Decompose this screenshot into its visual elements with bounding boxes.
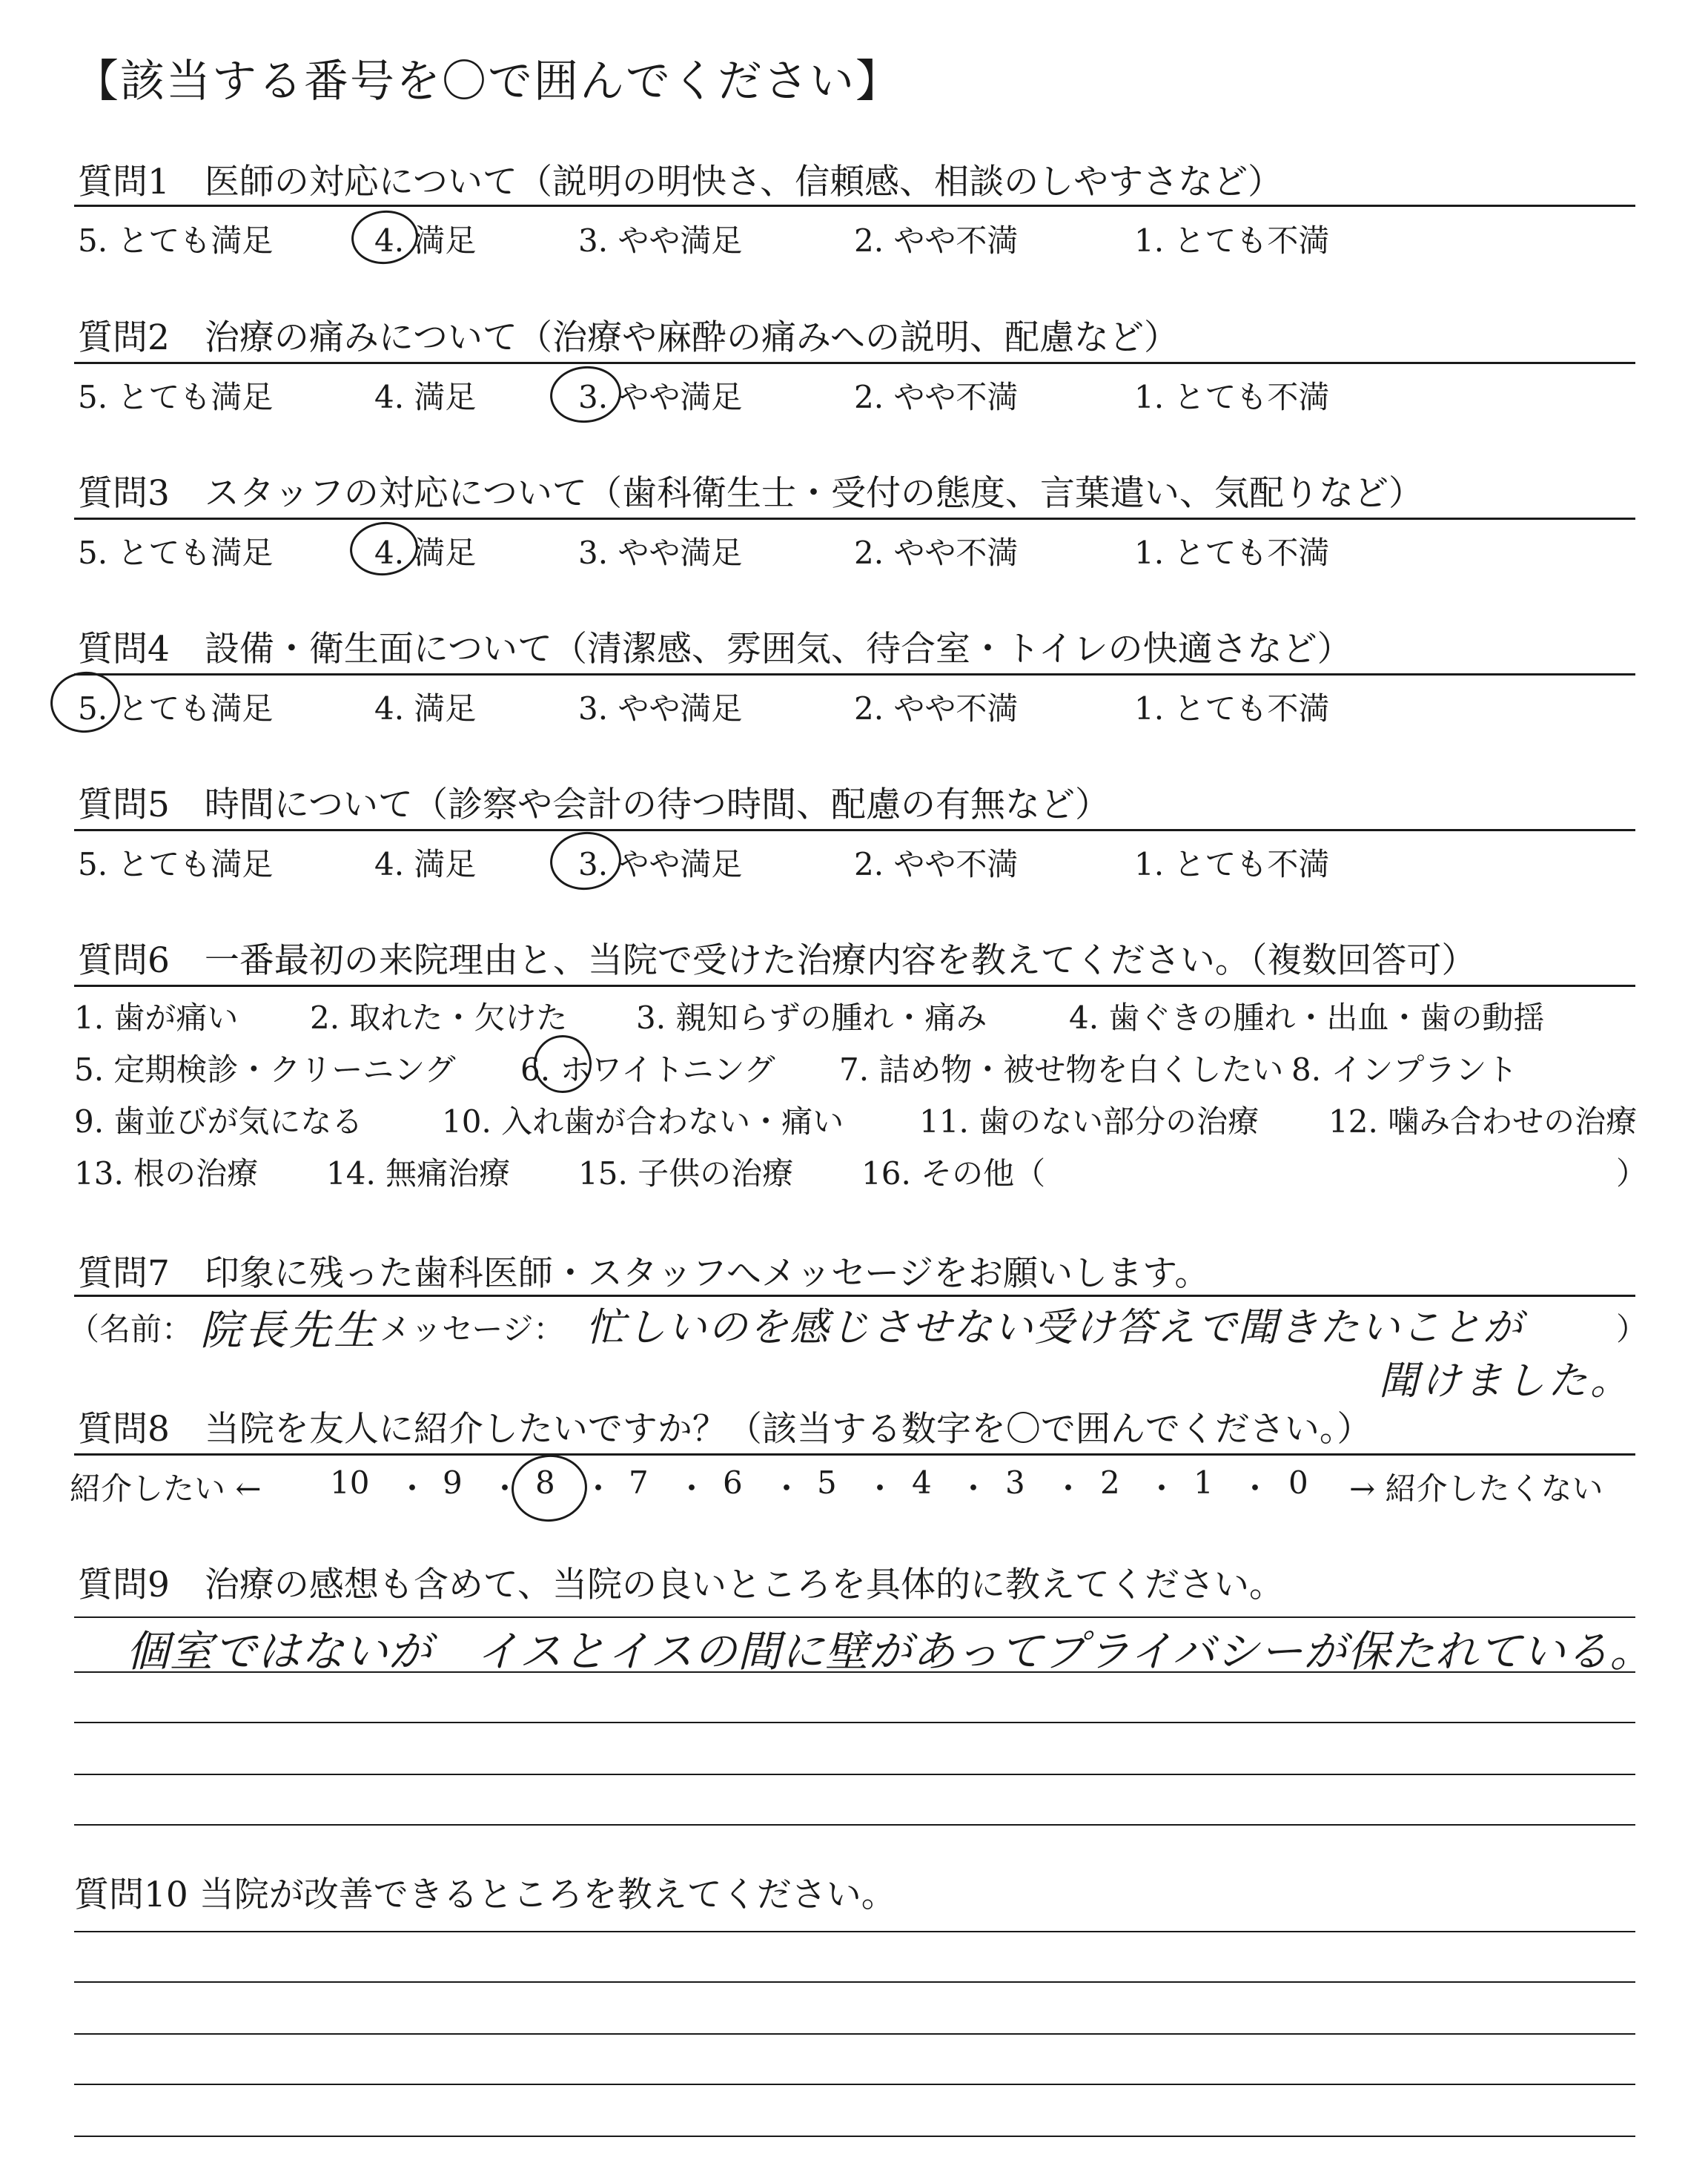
q8-separator: ・	[489, 1470, 521, 1507]
question-9-title: 質問9 治療の感想も含めて、当院の良いところを具体的に教えてください。	[78, 1565, 1284, 1605]
q6-option-14[interactable]: 14. 無痛治療	[326, 1155, 511, 1192]
q8-scale-7[interactable]: 7	[629, 1464, 649, 1501]
q4-option-1[interactable]: 1. とても不満	[1134, 690, 1330, 727]
q9-answer-handwriting: 個室ではないが イスとイスの間に壁があってプライバシーが保たれている。	[126, 1626, 1654, 1677]
q5-option-2[interactable]: 2. やや不満	[854, 846, 1019, 882]
q8-scale-8[interactable]: 8	[535, 1464, 555, 1501]
q10-line	[74, 2136, 1635, 2137]
q6-other-close-paren: ）	[1616, 1155, 1648, 1192]
q4-option-3[interactable]: 3. やや満足	[578, 690, 743, 727]
q3-option-4[interactable]: 4. 満足	[374, 535, 477, 571]
q8-separator: ・	[583, 1470, 615, 1507]
q3-option-2[interactable]: 2. やや不満	[854, 535, 1019, 571]
q5-option-5[interactable]: 5. とても満足	[78, 846, 274, 882]
q6-option-7[interactable]: 7. 詰め物・被せ物を白くしたい	[839, 1051, 1284, 1088]
q1-option-3[interactable]: 3. やや満足	[578, 222, 743, 259]
question-6-title: 質問6 一番最初の来院理由と、当院で受けた治療内容を教えてください。（複数回答可）	[78, 940, 1477, 981]
q5-option-4[interactable]: 4. 満足	[374, 846, 477, 882]
q6-option-5[interactable]: 5. 定期検診・クリーニング	[74, 1051, 456, 1088]
q10-line	[74, 1981, 1635, 1983]
q3-option-5[interactable]: 5. とても満足	[78, 535, 274, 571]
q8-separator: ・	[1239, 1470, 1271, 1507]
q6-option-2[interactable]: 2. 取れた・欠けた	[310, 1000, 568, 1036]
q9-line	[74, 1722, 1635, 1723]
q6-option-8[interactable]: 8. インプラント	[1291, 1051, 1518, 1088]
q8-separator: ・	[864, 1470, 896, 1507]
question-2-rule	[74, 362, 1635, 364]
q4-option-4[interactable]: 4. 満足	[374, 690, 477, 727]
question-10-title: 質問10 当院が改善できるところを教えてください。	[74, 1875, 896, 1915]
question-8-rule	[74, 1453, 1635, 1456]
question-1-title: 質問1 医師の対応について（説明の明快さ、信頼感、相談のしやすさなど）	[78, 162, 1283, 202]
q10-line	[74, 2084, 1635, 2085]
question-3-title: 質問3 スタッフの対応について（歯科衛生士・受付の態度、言葉遣い、気配りなど）	[78, 473, 1423, 514]
q9-line	[74, 1774, 1635, 1775]
q8-separator: ・	[1146, 1470, 1178, 1507]
q8-separator: ・	[958, 1470, 990, 1507]
q2-option-3[interactable]: 3. やや満足	[578, 379, 743, 415]
q3-option-1[interactable]: 1. とても不満	[1134, 535, 1330, 571]
q6-option-13[interactable]: 13. 根の治療	[74, 1155, 259, 1192]
q2-option-2[interactable]: 2. やや不満	[854, 379, 1019, 415]
q7-message-handwriting-line2: 聞けました。	[1379, 1358, 1632, 1404]
q5-option-3[interactable]: 3. やや満足	[578, 846, 743, 882]
question-2-title: 質問2 治療の痛みについて（治療や麻酔の痛みへの説明、配慮など）	[78, 317, 1179, 358]
q1-option-5[interactable]: 5. とても満足	[78, 222, 274, 259]
question-3-rule	[74, 518, 1635, 520]
q7-message-handwriting-line1: 忙しいのを感じさせない受け答えで聞きたいことが	[586, 1305, 1523, 1350]
q10-line	[74, 1931, 1635, 1932]
q6-option-3[interactable]: 3. 親知らずの腫れ・痛み	[636, 1000, 987, 1036]
q8-separator: ・	[676, 1470, 708, 1507]
q10-line	[74, 2033, 1635, 2035]
q6-option-11[interactable]: 11. 歯のない部分の治療	[919, 1103, 1260, 1140]
q8-separator: ・	[771, 1470, 803, 1507]
q8-scale-9[interactable]: 9	[443, 1464, 463, 1501]
q9-line	[74, 1671, 1635, 1673]
q8-scale-0[interactable]: 0	[1288, 1464, 1308, 1501]
q6-option-1[interactable]: 1. 歯が痛い	[74, 1000, 239, 1036]
q8-scale-6[interactable]: 6	[723, 1464, 743, 1501]
q7-name-handwriting: 院長先生	[200, 1307, 378, 1355]
q1-option-2[interactable]: 2. やや不満	[854, 222, 1019, 259]
q8-scale-2[interactable]: 2	[1100, 1464, 1120, 1501]
question-1-rule	[74, 205, 1635, 207]
q8-left-label: 紹介したい ←	[70, 1470, 262, 1507]
question-5-rule	[74, 829, 1635, 831]
page-heading: 【該当する番号を〇で囲んでください】	[74, 56, 901, 108]
q6-option-9[interactable]: 9. 歯並びが気になる	[74, 1103, 363, 1140]
q8-scale-10[interactable]: 10	[330, 1464, 370, 1501]
q8-right-label: → 紹介したくない	[1349, 1470, 1603, 1507]
q1-option-4[interactable]: 4. 満足	[374, 222, 477, 259]
q9-line	[74, 1824, 1635, 1826]
q8-scale-3[interactable]: 3	[1005, 1464, 1025, 1501]
q8-scale-4[interactable]: 4	[912, 1464, 932, 1501]
q2-option-1[interactable]: 1. とても不満	[1134, 379, 1330, 415]
q8-scale-1[interactable]: 1	[1194, 1464, 1214, 1501]
q6-option-12[interactable]: 12. 噛み合わせの治療	[1328, 1103, 1638, 1140]
q4-option-5[interactable]: 5. とても満足	[78, 690, 274, 727]
q2-option-5[interactable]: 5. とても満足	[78, 379, 274, 415]
question-5-title: 質問5 時間について（診察や会計の待つ時間、配慮の有無など）	[78, 785, 1110, 825]
q4-option-2[interactable]: 2. やや不満	[854, 690, 1019, 727]
q7-name-label: （名前：	[68, 1311, 193, 1347]
q8-selection-circle	[509, 1451, 591, 1525]
q6-option-6[interactable]: 6. ホワイトニング	[520, 1051, 775, 1088]
q8-separator: ・	[1053, 1470, 1085, 1507]
q5-option-1[interactable]: 1. とても不満	[1134, 846, 1330, 882]
q3-option-3[interactable]: 3. やや満足	[578, 535, 743, 571]
question-6-rule	[74, 985, 1635, 987]
q6-option-10[interactable]: 10. 入れ歯が合わない・痛い	[442, 1103, 844, 1140]
q7-message-label: メッセージ：	[380, 1311, 565, 1347]
question-8-title: 質問8 当院を友人に紹介したいですか？（該当する数字を〇で囲んでください。）	[78, 1409, 1372, 1450]
q6-option-4[interactable]: 4. 歯ぐきの腫れ・出血・歯の動揺	[1069, 1000, 1545, 1036]
q6-option-16[interactable]: 16. その他（	[861, 1155, 1046, 1192]
q2-option-4[interactable]: 4. 満足	[374, 379, 477, 415]
q1-option-1[interactable]: 1. とても不満	[1134, 222, 1330, 259]
q7-close-paren: ）	[1616, 1311, 1648, 1347]
question-7-title: 質問7 印象に残った歯科医師・スタッフへメッセージをお願いします。	[78, 1253, 1210, 1294]
q6-option-15[interactable]: 15. 子供の治療	[578, 1155, 794, 1192]
question-4-rule	[74, 673, 1635, 676]
q8-separator: ・	[397, 1470, 428, 1507]
question-4-title: 質問4 設備・衛生面について（清潔感、雰囲気、待合室・トイレの快適さなど）	[78, 629, 1352, 670]
q8-scale-5[interactable]: 5	[817, 1464, 837, 1501]
